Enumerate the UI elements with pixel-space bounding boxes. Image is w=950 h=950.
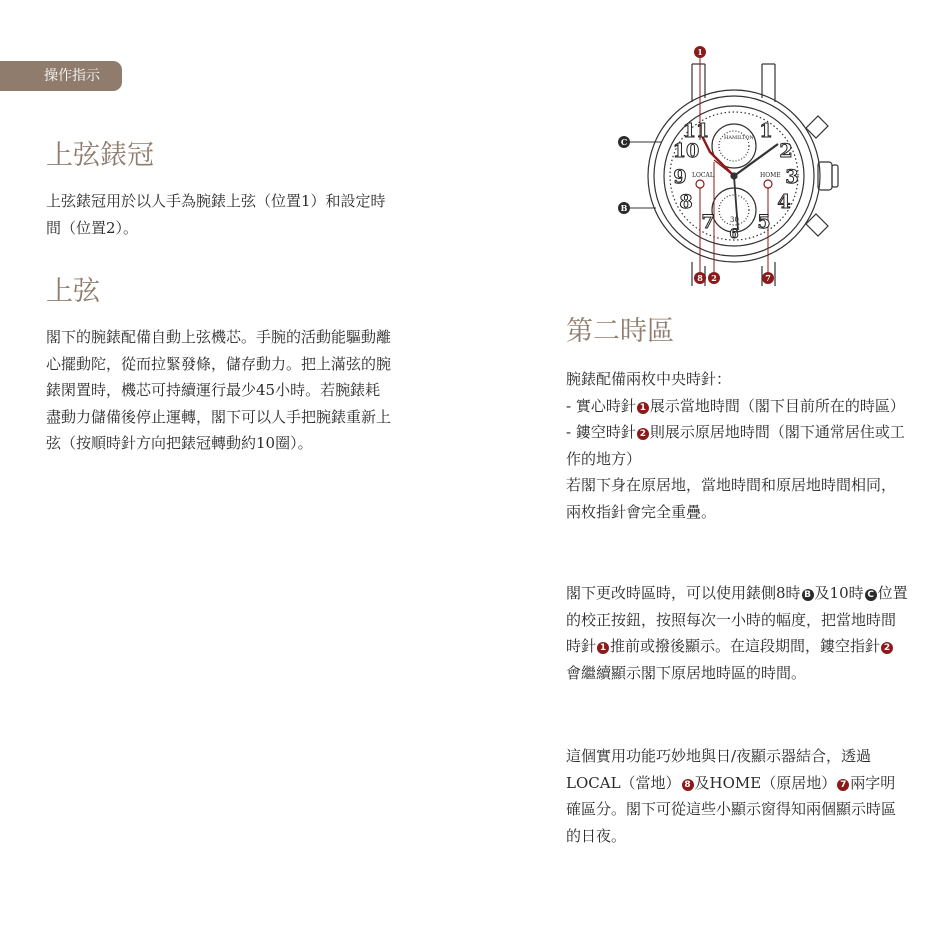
- second-time-zone-body: [566, 366, 908, 525]
- callout-1: 1: [697, 47, 703, 57]
- label-subdial: 30: [730, 216, 739, 224]
- callout-2: 2: [711, 273, 717, 283]
- callout-8: 8: [697, 273, 703, 283]
- solid-hand-item: - 實心時針 1 展示當地時間（閣下目前所在的時區）: [566, 396, 905, 415]
- callout-b: B: [620, 203, 628, 213]
- numeral-1: 1: [759, 120, 773, 142]
- marker-1: 1: [637, 402, 649, 414]
- intro-line: 腕錶配備兩枚中央時針：: [566, 370, 732, 388]
- numeral-9: 9: [673, 166, 687, 188]
- label-brand: HAMILTON: [724, 135, 754, 141]
- crown-text: 上弦錶冠用於以人手為腕錶上弦（位置1）和設定時間（位置2）。: [46, 192, 386, 237]
- crown-title: 上弦錶冠: [46, 140, 154, 171]
- numeral-10: 10: [672, 140, 700, 162]
- numeral-8: 8: [679, 191, 693, 213]
- callout-c: C: [620, 137, 628, 147]
- marker-7: 7: [837, 779, 849, 791]
- watch-diagram: [600, 40, 860, 290]
- numeral-4: 4: [777, 191, 791, 213]
- winding-title: 上弦: [46, 276, 100, 307]
- day-night-text: 這個實用功能巧妙地與日/夜顯示器結合，透過LOCAL（當地） 8 及HOME（原居地） 7 兩字明確區分。閣下可從這些小顯示窗得知兩個顯示時區的日夜。: [566, 747, 897, 845]
- numeral-7: 7: [701, 211, 715, 233]
- winding-text: 閣下的腕錶配備自動上弦機芯。手腕的活動能驅動離心擺動陀，從而拉緊發條，儲存動力。把上滿弦的腕錶閑置時，機芯可持續運行最少45小時。若腕錶耗盡動力儲備後停止運轉，閣下可以人手把腕錶重新上弦（按順時針方向把錶冠轉動約10圈）。: [46, 328, 392, 452]
- marker-2b: 2: [881, 642, 893, 654]
- label-home: HOME: [760, 172, 781, 179]
- numeral-6: 6: [729, 227, 739, 242]
- marker-2: 2: [637, 428, 649, 440]
- label-local: LOCAL: [692, 172, 714, 179]
- change-zone-text: 閣下更改時區時，可以使用錶側8時 B 及10時 C 位置的校正按鈕，按照每次一小時的幅度，把當地時間時針 1 推前或撥後顯示。在這段期間，鏤空指針 2會繼續顯示閣下原居地時區的時間。: [566, 584, 908, 682]
- numeral-3: 3: [785, 166, 799, 188]
- marker-8: 8: [682, 779, 694, 791]
- numeral-2: 2: [779, 140, 793, 162]
- marker-b: B: [802, 589, 814, 601]
- section-tab: 操作指示: [0, 61, 122, 91]
- numeral-11: 11: [682, 120, 710, 142]
- marker-c: C: [865, 589, 877, 601]
- callout-7: 7: [765, 273, 771, 283]
- skeleton-hand-item: - 鏤空時針 2 則展示原居地時間（閣下通常居住或工作的地方）: [566, 423, 905, 468]
- coincide-text: 若閣下身在原居地，當地時間和原居地時間相同，兩枚指針會完全重疊。: [566, 476, 897, 521]
- second-time-zone-title: 第二時區: [566, 316, 674, 347]
- numeral-5: 5: [757, 211, 771, 233]
- marker-1b: 1: [597, 642, 609, 654]
